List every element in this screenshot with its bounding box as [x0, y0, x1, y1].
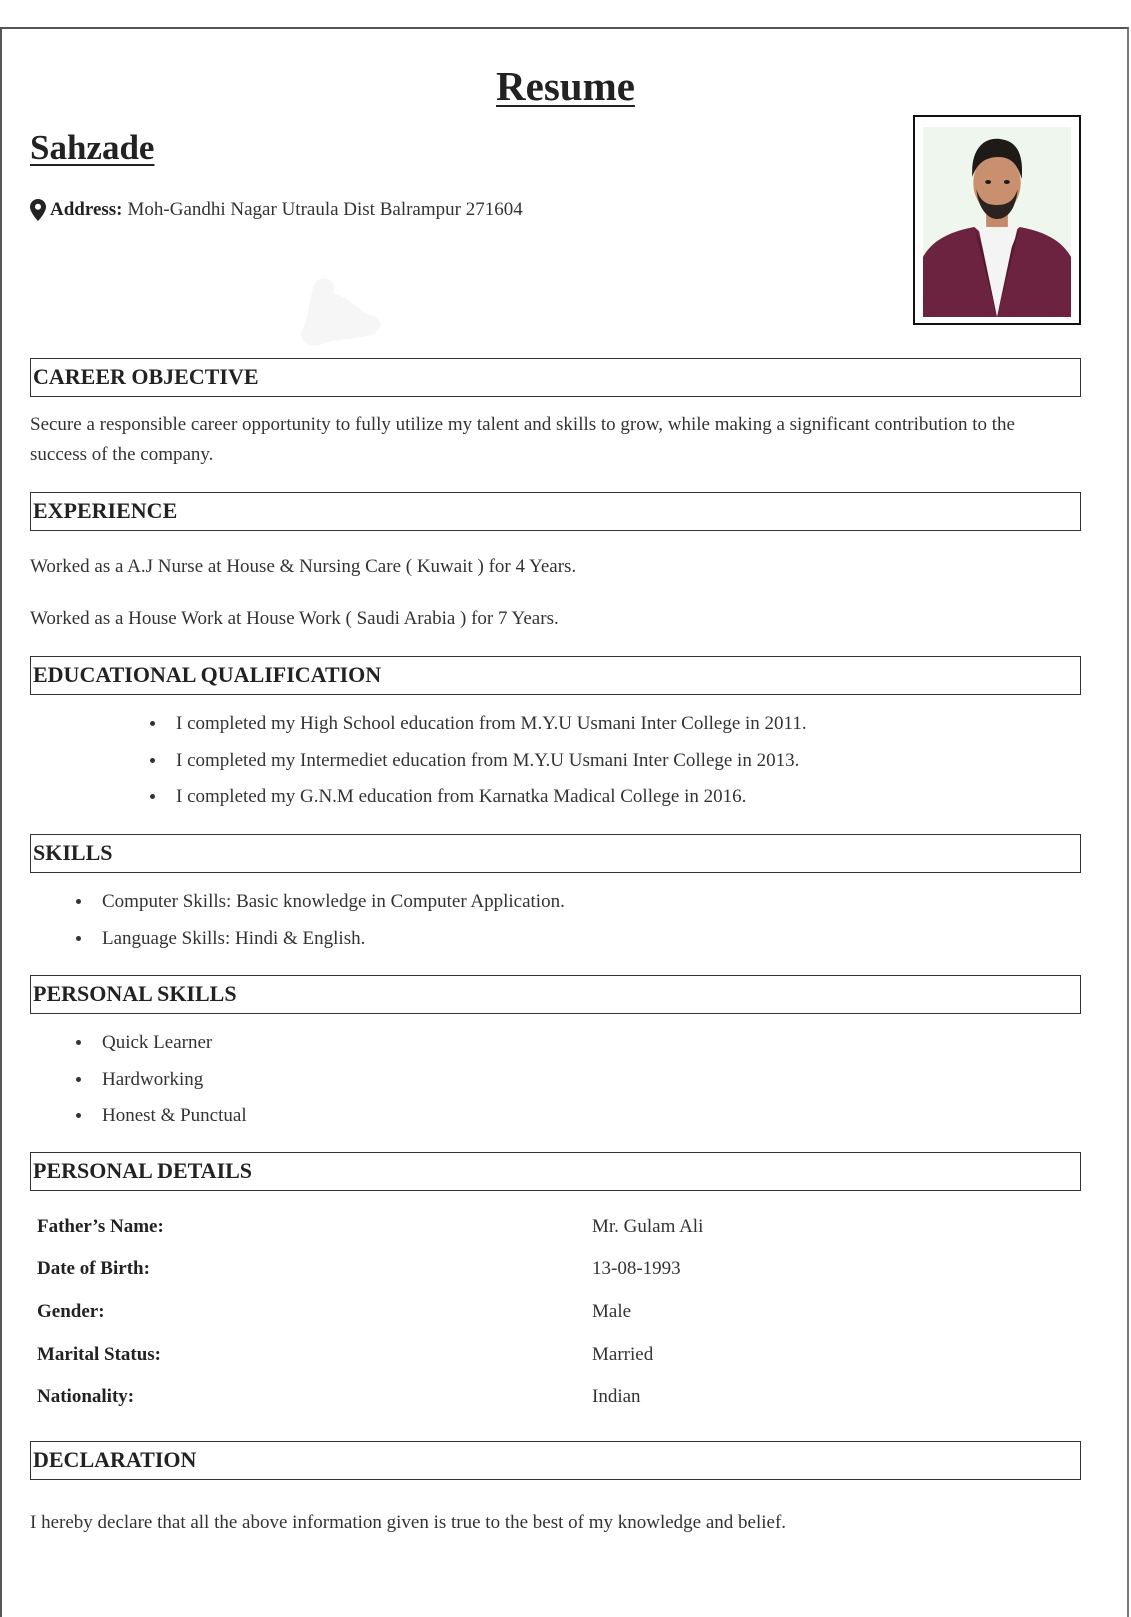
detail-value-gender: Male — [592, 1301, 632, 1322]
detail-value-fathers-name: Mr. Gulam Ali — [592, 1216, 704, 1237]
address-line — [30, 199, 523, 221]
section-header-experience: EXPERIENCE — [30, 492, 1081, 531]
section-header-education: EDUCATIONAL QUALIFICATION — [30, 656, 1081, 695]
page-title: Resume — [496, 63, 635, 109]
section-header-personal-details: PERSONAL DETAILS — [30, 1152, 1081, 1191]
detail-label-fathers-name: Father’s Name: — [37, 1216, 164, 1237]
education-item: I completed my Intermediet education from M.Y.U Usmani Inter College in 2013. — [148, 749, 807, 786]
education-item: I completed my High School education from M.Y.U Usmani Inter College in 2011. — [148, 712, 807, 749]
candidate-name: Sahzade — [30, 128, 155, 167]
detail-value-nationality: Indian — [592, 1386, 641, 1407]
personal-skills-item: Honest & Punctual — [74, 1104, 247, 1141]
detail-value-date-of-birth: 13-08-1993 — [592, 1258, 681, 1279]
profile-photo — [913, 115, 1081, 325]
personal-skills-list — [74, 1031, 247, 1141]
skills-item: Language Skills: Hindi & English. — [74, 927, 565, 964]
detail-value-marital-status: Married — [592, 1344, 654, 1365]
experience-item: Worked as a House Work at House Work ( Saudi Arabia ) for 7 Years. — [30, 608, 559, 629]
section-header-personal-skills: PERSONAL SKILLS — [30, 975, 1081, 1014]
detail-label-nationality: Nationality: — [37, 1386, 135, 1407]
skills-list — [74, 890, 565, 963]
address-value: Moh-Gandhi Nagar Utraula Dist Balrampur 271604 — [127, 199, 523, 220]
personal-skills-item: Quick Learner — [74, 1031, 247, 1068]
education-item: I completed my G.N.M education from Karnatka Madical College in 2016. — [148, 785, 807, 822]
education-list — [148, 712, 807, 822]
career-objective-text: Secure a responsible career opportunity to fully utilize my talent and skills to grow, while making a significant contribution to the success of the company. — [30, 414, 1015, 465]
map-pin-icon — [30, 199, 46, 221]
profile-photo-image — [923, 127, 1071, 317]
detail-label-marital-status: Marital Status: — [37, 1344, 162, 1365]
section-header-declaration: DECLARATION — [30, 1441, 1081, 1480]
section-header-skills: SKILLS — [30, 834, 1081, 873]
detail-label-date-of-birth: Date of Birth: — [37, 1258, 150, 1279]
address-label: Address: — [50, 199, 123, 220]
detail-label-gender: Gender: — [37, 1301, 105, 1322]
declaration-text: I hereby declare that all the above information given is true to the best of my knowledge and belief. — [30, 1512, 787, 1533]
section-header-career-objective: CAREER OBJECTIVE — [30, 358, 1081, 397]
experience-item: Worked as a A.J Nurse at House & Nursing Care ( Kuwait ) for 4 Years. — [30, 556, 577, 577]
skills-item: Computer Skills: Basic knowledge in Computer Application. — [74, 890, 565, 927]
personal-skills-item: Hardworking — [74, 1068, 247, 1105]
watermark-shape — [296, 276, 386, 348]
